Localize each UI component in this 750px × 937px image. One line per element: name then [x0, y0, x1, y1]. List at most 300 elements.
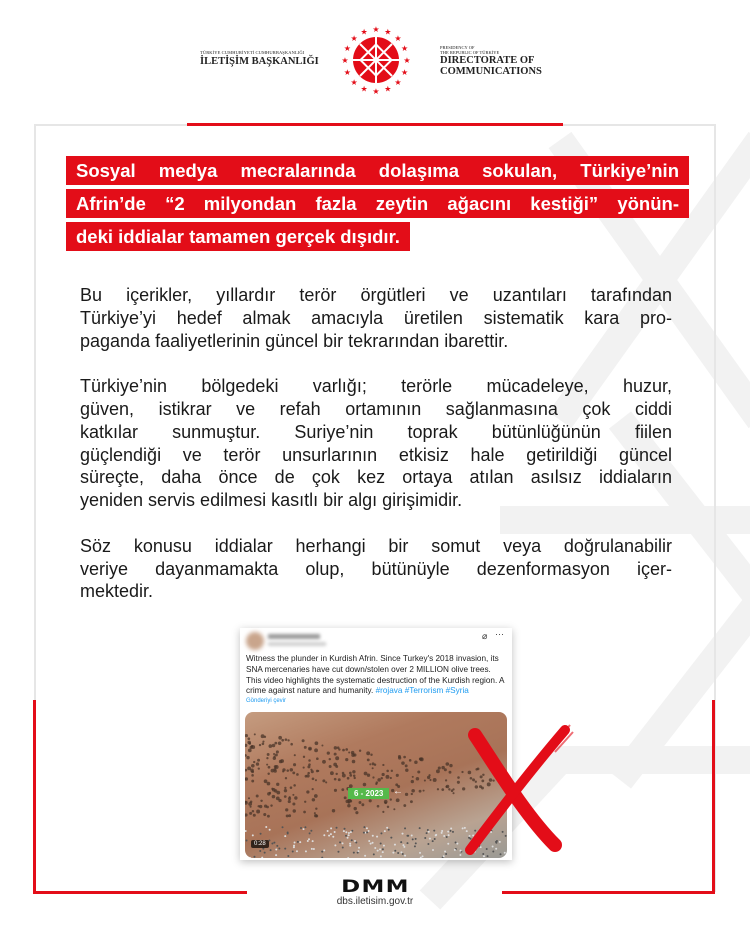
building-dot — [249, 857, 251, 858]
building-dot — [294, 841, 296, 843]
tree-dot — [377, 805, 380, 808]
tree-dot — [250, 769, 254, 773]
tree-dot — [290, 743, 293, 746]
tree-dot — [273, 757, 276, 760]
building-dot — [426, 832, 428, 834]
tree-dot — [314, 794, 318, 798]
tree-dot — [416, 777, 420, 781]
paragraph-line: Türkiye’nin bölgedeki varlığı; terörle mücadeleye, huzur, — [80, 376, 672, 397]
building-dot — [275, 854, 277, 856]
star-icon: ★ — [372, 87, 380, 96]
building-dot — [427, 829, 429, 831]
tree-dot — [382, 811, 384, 813]
tree-dot — [256, 810, 260, 814]
building-dot — [282, 826, 284, 828]
star-icon: ★ — [401, 44, 409, 54]
paragraph-line: mektedir. — [80, 581, 154, 602]
headline-line: Sosyal medya mecralarında dolaşıma sokulan, Türkiye’nin — [66, 156, 689, 185]
building-dot — [287, 832, 289, 834]
building-dot — [368, 830, 370, 832]
tree-dot — [367, 758, 370, 761]
tree-dot — [252, 810, 254, 812]
building-dot — [402, 853, 404, 855]
tree-dot — [292, 771, 295, 774]
building-dot — [350, 831, 352, 833]
presidency-emblem-icon — [340, 24, 412, 96]
tree-dot — [352, 770, 355, 773]
tree-dot — [335, 756, 339, 760]
tree-dot — [314, 812, 316, 814]
tree-dot — [321, 744, 323, 746]
tree-dot — [262, 740, 264, 742]
building-dot — [420, 857, 422, 858]
building-dot — [311, 848, 313, 850]
building-dot — [412, 838, 414, 840]
building-dot — [427, 843, 429, 845]
frame-right-accent — [712, 700, 715, 894]
tree-dot — [411, 793, 413, 795]
tree-dot — [387, 806, 389, 808]
tree-dot — [354, 777, 356, 779]
tree-dot — [441, 788, 444, 791]
tree-dot — [363, 783, 367, 787]
tree-dot — [259, 744, 261, 746]
tree-dot — [345, 748, 348, 751]
building-dot — [415, 842, 417, 844]
building-dot — [377, 850, 379, 852]
tree-dot — [436, 769, 440, 773]
building-dot — [275, 848, 277, 850]
building-dot — [428, 831, 430, 833]
building-dot — [383, 845, 385, 847]
logo-title: DIRECTORATE OF — [440, 55, 535, 66]
tree-dot — [312, 777, 315, 780]
tree-dot — [396, 798, 400, 802]
building-dot — [441, 832, 443, 834]
star-icon: ★ — [350, 77, 358, 87]
tree-dot — [369, 799, 372, 802]
logo-subtitle: TÜRKİYE CUMHURİYETİ CUMHURBAŞKANLIĞI — [200, 50, 305, 55]
tree-dot — [306, 790, 309, 793]
building-dot — [264, 852, 266, 854]
tree-dot — [433, 778, 437, 782]
building-dot — [287, 855, 289, 857]
building-dot — [382, 848, 384, 850]
logo-subtitle: THE REPUBLIC OF TÜRKİYE — [440, 50, 500, 55]
building-dot — [273, 842, 275, 844]
building-dot — [310, 830, 312, 832]
star-icon: ★ — [401, 67, 409, 77]
avatar — [246, 632, 264, 650]
paragraph-line: yeniden servis edilmesi kasıtlı bir algı girişimidir. — [80, 490, 463, 511]
tree-dot — [349, 772, 352, 775]
building-dot — [349, 845, 351, 847]
dmm-logo: DMM — [340, 877, 410, 897]
tree-dot — [248, 748, 252, 752]
directorate-logo-text — [440, 45, 542, 77]
building-dot — [245, 855, 246, 857]
tree-dot — [303, 811, 306, 814]
tree-dot — [293, 809, 296, 812]
tree-dot — [398, 755, 401, 758]
building-dot — [293, 845, 295, 847]
building-dot — [404, 827, 406, 829]
building-dot — [402, 844, 404, 846]
tree-dot — [257, 759, 260, 762]
tree-dot — [329, 758, 331, 760]
tree-dot — [384, 802, 387, 805]
tree-dot — [376, 781, 378, 783]
tree-dot — [270, 804, 272, 806]
iletisim-logo-text — [200, 50, 319, 67]
tree-dot — [266, 757, 268, 759]
building-dot — [388, 829, 390, 831]
tree-dot — [341, 788, 344, 791]
tree-dot — [322, 760, 326, 764]
tree-dot — [268, 766, 271, 769]
tree-dot — [327, 751, 330, 754]
building-dot — [348, 832, 350, 834]
building-dot — [366, 827, 368, 829]
tree-dot — [302, 739, 305, 742]
tree-dot — [246, 756, 249, 759]
tree-dot — [281, 739, 284, 742]
tree-dot — [274, 769, 277, 772]
tree-dot — [359, 750, 361, 752]
tree-dot — [312, 798, 315, 801]
building-dot — [284, 835, 286, 837]
building-dot — [452, 831, 454, 833]
building-dot — [432, 840, 434, 842]
building-dot — [414, 845, 416, 847]
tree-dot — [370, 754, 372, 756]
building-dot — [400, 841, 402, 843]
building-dot — [327, 830, 329, 832]
tree-dot — [393, 808, 395, 810]
tweet-hashtags: #rojava #Terrorism #Syria — [375, 686, 469, 696]
tree-dot — [257, 805, 259, 807]
building-dot — [307, 840, 309, 842]
tree-dot — [419, 757, 422, 760]
building-dot — [448, 834, 450, 836]
building-dot — [252, 834, 254, 836]
building-dot — [450, 827, 452, 829]
tree-dot — [286, 814, 289, 817]
tree-dot — [251, 745, 255, 749]
tree-dot — [296, 773, 299, 776]
building-dot — [415, 838, 417, 840]
body-text — [80, 284, 672, 626]
building-dot — [443, 855, 445, 857]
logo-title: İLETİŞİM BAŞKANLIĞI — [200, 56, 319, 67]
video-date-label: 6 - 2023 — [348, 788, 389, 799]
translate-link: Gönderiyi çevir — [246, 698, 287, 704]
building-dot — [344, 828, 346, 830]
building-dot — [305, 850, 307, 852]
tree-dot — [367, 774, 370, 777]
building-dot — [390, 837, 392, 839]
tree-dot — [267, 753, 270, 756]
tree-dot — [342, 774, 346, 778]
tree-dot — [403, 804, 406, 807]
tree-dot — [256, 762, 259, 765]
tree-dot — [285, 777, 287, 779]
tree-dot — [293, 784, 296, 787]
star-icon: ★ — [384, 84, 392, 94]
building-dot — [354, 840, 356, 842]
building-dot — [402, 833, 404, 835]
building-dot — [372, 842, 374, 844]
tree-dot — [372, 762, 375, 765]
tree-dot — [437, 788, 439, 790]
tree-dot — [448, 788, 450, 790]
paragraph — [80, 535, 672, 603]
building-dot — [370, 843, 372, 845]
logo-title: COMMUNICATIONS — [440, 66, 542, 77]
tree-dot — [285, 738, 288, 741]
building-dot — [332, 836, 334, 838]
tree-dot — [303, 766, 305, 768]
tree-dot — [250, 801, 253, 804]
building-dot — [330, 833, 332, 835]
building-dot — [372, 835, 374, 837]
tree-dot — [372, 776, 374, 778]
tree-dot — [354, 807, 357, 810]
building-dot — [366, 831, 368, 833]
tree-dot — [347, 799, 351, 803]
tree-dot — [338, 778, 341, 781]
star-icon: ★ — [384, 27, 392, 37]
tree-dot — [254, 733, 256, 735]
building-dot — [345, 835, 347, 837]
tree-dot — [284, 795, 287, 798]
tree-dot — [338, 748, 340, 750]
tree-dot — [285, 808, 288, 811]
footer-url: dbs.iletisim.gov.tr — [336, 896, 414, 907]
star-icon: ★ — [394, 77, 402, 87]
building-dot — [351, 839, 353, 841]
building-dot — [353, 852, 355, 854]
building-dot — [334, 831, 336, 833]
building-dot — [358, 847, 360, 849]
tree-dot — [449, 764, 452, 767]
tree-dot — [414, 760, 418, 764]
tree-dot — [245, 734, 248, 737]
tree-dot — [334, 789, 337, 792]
building-dot — [357, 852, 359, 854]
building-dot — [380, 832, 382, 834]
tree-dot — [294, 796, 297, 799]
tree-dot — [274, 765, 277, 768]
tree-dot — [342, 772, 345, 775]
building-dot — [303, 828, 305, 830]
building-dot — [299, 841, 301, 843]
building-dot — [330, 827, 332, 829]
tree-dot — [409, 759, 412, 762]
frame-left-accent — [33, 700, 36, 894]
paragraph-line: Söz konusu iddialar herhangi bir somut veya doğrulanabilir — [80, 535, 672, 556]
tree-dot — [266, 764, 268, 766]
paragraph-line: süreçte, daha önce de çok kez ortaya atılan asılsız iddiaların — [80, 467, 672, 488]
tree-dot — [286, 769, 289, 772]
tree-dot — [245, 813, 248, 816]
tree-dot — [361, 803, 364, 806]
tree-dot — [289, 796, 291, 798]
building-dot — [328, 835, 330, 837]
paragraph — [80, 284, 672, 352]
building-dot — [447, 843, 449, 845]
building-dot — [268, 839, 270, 841]
tree-dot — [267, 792, 270, 795]
tree-dot — [284, 787, 286, 789]
tree-dot — [369, 763, 371, 765]
building-dot — [304, 826, 306, 828]
tree-dot — [366, 751, 370, 755]
building-dot — [271, 842, 273, 844]
tweet-body: Witness the plunder in Kurdish Afrin. Since Turkey's 2018 invasion, its SNA mercenaries have cut down/stolen over 2 MILLION olive trees. This video highlights the systematic destruction of the Kurdish region. A crime against nature and humanity. — [246, 654, 505, 696]
logo-subtitle: PRESIDENCY OF — [440, 45, 475, 50]
tree-dot — [403, 756, 406, 759]
paragraph-line: veriye dayanmamakta olup, bütünüyle dezenformasyon içer- — [80, 558, 672, 579]
tree-dot — [417, 770, 420, 773]
building-dot — [376, 836, 378, 838]
tree-dot — [290, 768, 293, 771]
tree-dot — [264, 736, 266, 738]
tree-dot — [251, 774, 254, 777]
tree-dot — [269, 744, 273, 748]
tree-dot — [282, 768, 285, 771]
tree-dot — [334, 753, 337, 756]
building-dot — [336, 827, 338, 829]
tree-dot — [267, 815, 270, 818]
headline — [66, 156, 689, 260]
tree-dot — [382, 764, 384, 766]
building-dot — [323, 849, 325, 851]
tree-dot — [335, 765, 338, 768]
building-dot — [382, 851, 384, 853]
building-dot — [394, 850, 396, 852]
building-dot — [347, 837, 349, 839]
building-dot — [363, 826, 365, 828]
tree-dot — [391, 770, 393, 772]
building-dot — [321, 851, 323, 853]
building-dot — [380, 843, 382, 845]
paragraph-line: güçlendiği ve terör unsurlarının etkisiz hale getirildiği güncel — [80, 444, 672, 465]
building-dot — [392, 852, 394, 854]
paragraph-line: paganda faaliyetlerinin güncel bir tekrarından ibarettir. — [80, 330, 509, 351]
building-dot — [419, 827, 421, 829]
tree-dot — [308, 747, 312, 751]
tree-dot — [315, 808, 317, 810]
tree-dot — [411, 780, 414, 783]
tree-dot — [335, 773, 337, 775]
building-dot — [363, 832, 365, 834]
building-dot — [379, 848, 381, 850]
tree-dot — [303, 756, 305, 758]
headline-line: deki iddialar tamamen gerçek dışıdır. — [66, 222, 410, 251]
building-dot — [246, 839, 248, 841]
tree-dot — [342, 749, 345, 752]
blurred-username — [268, 634, 320, 639]
tree-dot — [267, 773, 269, 775]
tree-dot — [279, 760, 283, 764]
tree-dot — [390, 777, 392, 779]
tree-dot — [334, 778, 337, 781]
tree-dot — [312, 788, 314, 790]
star-icon: ★ — [343, 44, 351, 54]
tree-dot — [293, 763, 296, 766]
frame-top-accent — [187, 123, 563, 126]
building-dot — [269, 829, 271, 831]
tree-dot — [344, 796, 347, 799]
tree-dot — [272, 795, 276, 799]
tree-dot — [382, 773, 385, 776]
tree-dot — [278, 799, 281, 802]
building-dot — [397, 852, 399, 854]
building-dot — [309, 832, 311, 834]
star-icon: ★ — [341, 56, 349, 65]
building-dot — [345, 831, 347, 833]
tree-dot — [316, 757, 319, 760]
building-dot — [259, 850, 261, 852]
star-icon: ★ — [343, 67, 351, 77]
tree-dot — [345, 758, 348, 761]
tree-dot — [438, 767, 441, 770]
star-icon: ★ — [372, 25, 380, 34]
tree-dot — [290, 786, 293, 789]
headline-line: Afrin’de “2 milyondan fazla zeytin ağacını kestiği” yönün- — [66, 189, 689, 218]
arrow-left-icon: ← — [393, 786, 403, 797]
tree-dot — [262, 742, 265, 745]
tree-dot — [444, 768, 447, 771]
building-dot — [265, 826, 267, 828]
tree-dot — [385, 775, 389, 779]
building-dot — [284, 848, 286, 850]
building-dot — [443, 835, 445, 837]
tree-dot — [251, 780, 254, 783]
building-dot — [278, 847, 280, 849]
tree-dot — [405, 764, 408, 767]
building-dot — [373, 853, 375, 855]
tree-dot — [253, 814, 256, 817]
building-dot — [297, 841, 299, 843]
building-dot — [400, 851, 402, 853]
building-dot — [406, 842, 408, 844]
building-dot — [347, 857, 349, 858]
tree-dot — [276, 783, 279, 786]
tree-dot — [292, 802, 295, 805]
footer — [0, 877, 750, 907]
video-duration: 0:28 — [251, 840, 269, 848]
tree-dot — [349, 774, 352, 777]
building-dot — [308, 838, 310, 840]
building-dot — [380, 855, 382, 857]
tree-dot — [245, 744, 247, 747]
building-dot — [449, 830, 451, 832]
building-dot — [342, 842, 344, 844]
building-dot — [276, 845, 278, 847]
building-dot — [313, 848, 315, 850]
tree-dot — [261, 734, 265, 738]
tree-dot — [294, 754, 296, 756]
building-dot — [386, 827, 388, 829]
tree-dot — [423, 790, 425, 792]
tree-dot — [248, 737, 251, 740]
tree-dot — [288, 800, 291, 803]
building-dot — [374, 847, 376, 849]
tree-dot — [322, 779, 325, 782]
tree-dot — [334, 746, 337, 749]
